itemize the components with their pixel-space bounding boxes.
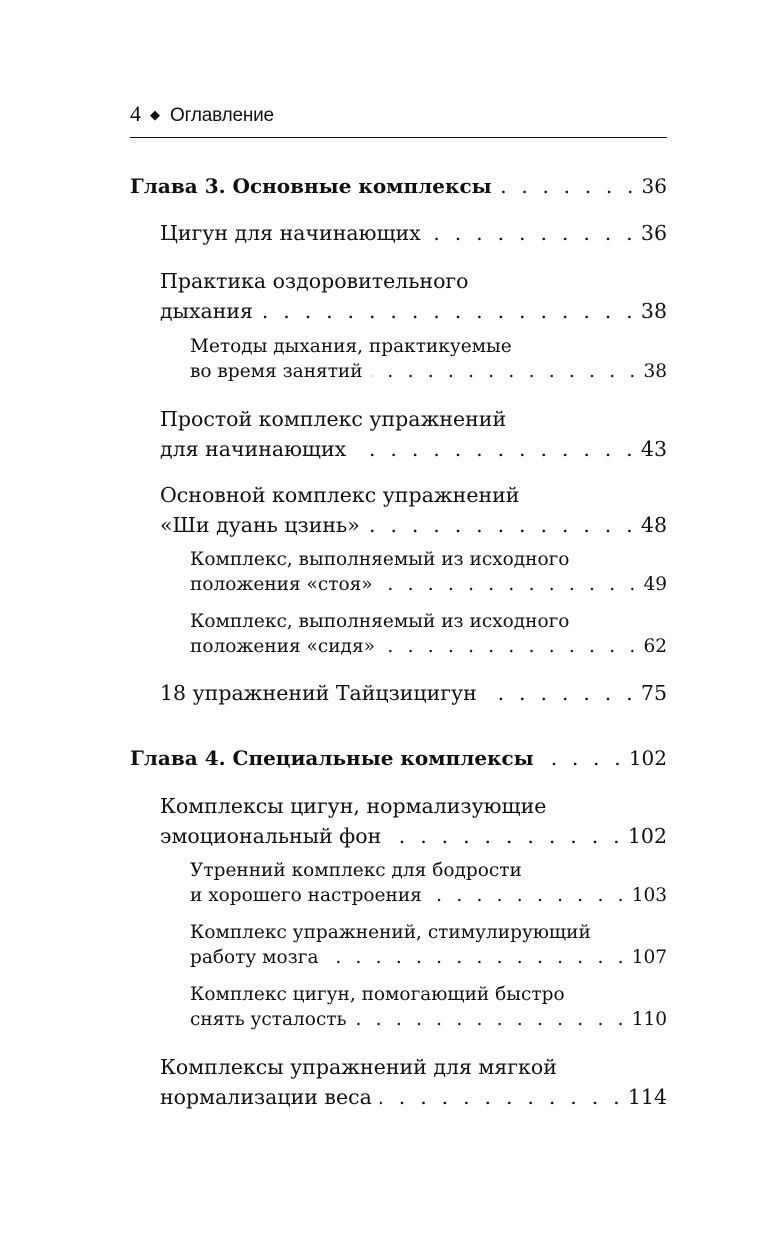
toc-entry-title: 18 упражнений Тайцзицигун [160, 681, 477, 705]
toc-entry-title: Цигун для начинающих [160, 221, 421, 245]
toc-line [190, 858, 667, 883]
toc-entry-title: для начинающих [160, 437, 347, 461]
dot-leader [381, 572, 640, 597]
toc-entry-title: Комплекс, выполняемый из исходного [190, 611, 570, 632]
toc-entry-title: Комплексы упражнений для мягкой [160, 1055, 557, 1079]
toc-entry-section [160, 220, 667, 246]
toc-line [130, 745, 667, 771]
toc-page-number: 75 [640, 681, 667, 705]
toc-line [160, 220, 667, 246]
diamond-separator-icon: ◆ [150, 107, 160, 122]
toc-line [160, 510, 667, 540]
dot-leader [327, 945, 628, 970]
toc-line [190, 945, 667, 970]
toc-line [160, 296, 667, 326]
dot-leader [371, 359, 640, 384]
toc-entry-title: работу мозга [190, 947, 319, 968]
running-header-title: Оглавление [170, 105, 274, 126]
toc-page-number: 38 [643, 361, 667, 382]
toc-line [130, 173, 667, 199]
toc-page-number: 107 [631, 947, 667, 968]
toc-entry-sub [190, 609, 667, 659]
dot-leader [383, 634, 640, 659]
toc-entry-chapter [130, 173, 667, 199]
toc-entry-section [160, 1052, 667, 1112]
toc-entry-title: Методы дыхания, практикуемые [190, 336, 512, 357]
toc-line [160, 821, 667, 851]
dot-leader [261, 296, 637, 326]
toc-line [160, 434, 667, 464]
toc-entry-sub [190, 920, 667, 970]
toc-entry-title: Простой комплекс упражнений [160, 407, 507, 431]
toc-page-number: 48 [640, 513, 667, 537]
toc-page-number: 62 [643, 636, 667, 657]
dot-leader [542, 745, 625, 771]
toc-page-number: 103 [631, 885, 667, 906]
toc-line [190, 634, 667, 659]
toc-entry-title: положения «сидя» [190, 636, 375, 657]
toc-entry-sub [190, 982, 667, 1032]
toc-entry-sub [190, 547, 667, 597]
toc-entry-title: Комплексы цигун, нормализующие [160, 794, 547, 818]
toc-entry-title: Глава 4. Специальные комплексы [130, 746, 534, 770]
toc-line [160, 266, 667, 296]
toc-entry-title: Глава 3. Основные комплексы [130, 174, 492, 198]
toc-entry-title: положения «стоя» [190, 574, 373, 595]
toc-page-number: 43 [640, 437, 667, 461]
toc-entry-title: «Ши дуань цзинь» [160, 513, 360, 537]
toc-line [160, 680, 667, 706]
toc-entry-title: и хорошего настроения [190, 885, 422, 906]
toc-entry-chapter [130, 745, 667, 771]
toc-entry-title: Основной комплекс упражнений [160, 483, 520, 507]
dot-leader [354, 434, 637, 464]
toc-page-number: 49 [643, 574, 667, 595]
toc-entry-sub [190, 858, 667, 908]
toc-entry-title: Утренний комплекс для бодрости [190, 860, 522, 881]
toc-entry-title: нормализации веса [160, 1085, 372, 1109]
toc-page-number: 38 [640, 299, 667, 323]
toc-line [160, 480, 667, 510]
dot-leader [389, 821, 624, 851]
toc-page-number: 102 [628, 746, 667, 770]
toc-page-number: 102 [627, 824, 667, 848]
toc-line [160, 791, 667, 821]
toc-entry-section [160, 404, 667, 464]
toc-entry-section [160, 680, 667, 706]
toc-page-number: 110 [631, 1009, 667, 1030]
toc-entry-title: Комплекс цигун, помогающий быстро [190, 984, 565, 1005]
toc-page-number: 36 [641, 174, 667, 198]
page-number: 4 [130, 101, 141, 126]
toc-line [190, 609, 667, 634]
toc-entry-title: во время занятий [190, 361, 363, 382]
toc-entry-section [160, 791, 667, 851]
toc-line [190, 920, 667, 945]
toc-entry-title: Комплекс, выполняемый из исходного [190, 549, 570, 570]
dot-leader [485, 680, 637, 706]
toc-line [190, 572, 667, 597]
dot-leader [430, 883, 628, 908]
dot-leader [380, 1082, 624, 1112]
toc-entry-title: дыхания [160, 299, 253, 323]
dot-leader [368, 510, 637, 540]
toc-entry-section [160, 480, 667, 540]
toc-entry-title: Комплекс упражнений, стимулирующий [190, 922, 591, 943]
toc-page-number: 36 [640, 221, 667, 245]
toc-entry-section [160, 266, 667, 326]
toc-entry-title: эмоциональный фон [160, 824, 382, 848]
toc-line [190, 883, 667, 908]
dot-leader [355, 1007, 628, 1032]
toc-line [160, 1082, 667, 1112]
toc-line [160, 1052, 667, 1082]
toc-page-number: 114 [627, 1085, 667, 1109]
toc-entry-title: снять усталость [190, 1009, 347, 1030]
dot-leader [500, 173, 638, 199]
toc-entry-title: Практика оздоровительного [160, 269, 469, 293]
toc-line [190, 547, 667, 572]
toc-entry-sub [190, 334, 667, 384]
header-rule [130, 137, 667, 138]
toc-line [190, 334, 667, 359]
toc-line [160, 404, 667, 434]
toc-line [190, 982, 667, 1007]
running-header [130, 101, 667, 131]
toc-line [190, 1007, 667, 1032]
dot-leader [429, 220, 637, 246]
toc-line [190, 359, 667, 384]
